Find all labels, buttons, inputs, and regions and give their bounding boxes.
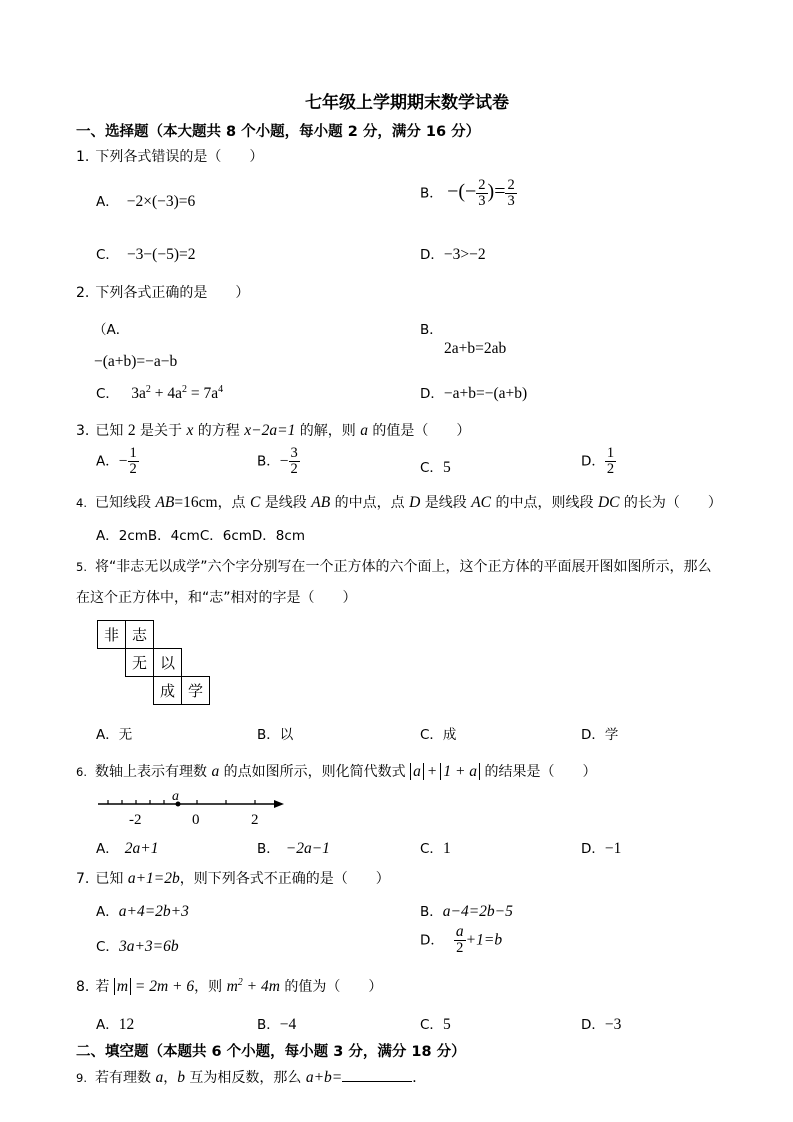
q5-option-d: D．学 (581, 727, 619, 743)
stem-text: 若有理数 (94, 1070, 156, 1086)
stem-math: + (423, 763, 441, 780)
net-cell: 非 (97, 620, 126, 649)
q1-option-a (96, 190, 195, 211)
frac-num: 1 (606, 445, 615, 461)
option-label: A． (96, 1017, 119, 1033)
stem-math: DC (597, 494, 620, 511)
fraction (605, 446, 616, 477)
question-5-stem-line1 (76, 556, 712, 576)
fraction (454, 924, 466, 956)
option-expr: −3−(−5)=2 (126, 246, 196, 263)
abs-value: m (114, 978, 131, 995)
option-label: B． (420, 904, 443, 920)
q1-option-c (96, 243, 195, 264)
frac-den: 3 (478, 193, 486, 210)
option-expr-pre: −(− (447, 180, 477, 203)
axis-label-neg2: -2 (129, 812, 142, 828)
question-3-stem (76, 420, 470, 440)
net-cell: 学 (181, 676, 210, 705)
stem-math: a+1=2b (127, 870, 180, 887)
fraction (476, 178, 487, 209)
stem-math: a+b= (305, 1069, 343, 1086)
stem-math: AB (155, 494, 175, 511)
q2-option-b-label: B． (420, 322, 443, 338)
frac-num: 1 (129, 445, 137, 461)
stem-text: 是线段 (420, 495, 472, 511)
stem-text: 的点如图所示，则化简代数式 (219, 764, 411, 780)
axis-label-2: 2 (251, 812, 259, 828)
q8-option-c (420, 1013, 451, 1034)
section-heading-fill: 二、填空题（本题共 6 个小题，每小题 3 分，满分 18 分） (76, 1044, 466, 1060)
q3-option-c (420, 456, 451, 477)
net-cell: 以 (153, 648, 182, 677)
option-expr-post: )= (487, 180, 506, 203)
question-5-stem-line2: 在这个正方体中，和“志”相对的字是（ ） (76, 590, 357, 606)
q2-option-c (96, 382, 223, 403)
question-number: 8. (76, 979, 90, 995)
stem-math: =16cm (174, 494, 218, 511)
option-expr: −a+b=−(a+b) (443, 385, 528, 402)
option-label: C． (96, 939, 119, 955)
option-label: B． (257, 453, 280, 470)
stem-text: 已知 (95, 871, 128, 887)
exponent: 2 (237, 976, 243, 988)
question-number: 3. (76, 423, 90, 439)
number-line-svg (96, 790, 296, 830)
q2-option-a-label: （A． (93, 322, 130, 338)
exponent: 2 (182, 383, 187, 395)
option-expr: −2a−1 (285, 840, 330, 857)
question-2-stem (76, 282, 249, 302)
stem-text: 的值为（ ） (279, 979, 383, 995)
stem-math: b (177, 1069, 185, 1086)
q3-option-a (96, 446, 139, 477)
question-7-stem (76, 868, 390, 888)
frac-num: 2 (507, 177, 515, 193)
stem-text: ，则 (194, 979, 227, 995)
stem-text: ，则下列各式不正确的是（ ） (179, 871, 390, 887)
option-expr: +1=b (465, 931, 503, 949)
stem-text: 的值是（ ） (367, 423, 471, 439)
option-expr: 1 (442, 840, 451, 857)
stem-text: ． (412, 1070, 427, 1086)
question-text: 下列各式错误的是（ ） (95, 149, 264, 165)
q5-option-c: C．成 (420, 727, 457, 743)
stem-text: 的中点，则线段 (491, 495, 598, 511)
expr-part: 3a (131, 385, 146, 402)
stem-text: 已知线段 (94, 495, 156, 511)
cube-net-figure (97, 620, 217, 710)
expr-part: + 4m (242, 978, 280, 995)
stem-text: 若 (95, 979, 114, 995)
stem-math: = 2m + 6 (131, 978, 195, 995)
q6-option-d (581, 837, 621, 858)
option-label: D． (581, 1017, 605, 1033)
option-expr: 12 (118, 1016, 135, 1033)
page-title: 七年级上学期期末数学试卷 (305, 93, 509, 113)
option-label: C． (96, 386, 119, 402)
option-expr: 2a+1 (124, 840, 159, 857)
axis-arrow (274, 800, 284, 808)
answer-blank[interactable] (342, 1069, 412, 1082)
option-label: D． (581, 841, 605, 857)
net-cell: 无 (125, 648, 154, 677)
stem-math: a (211, 763, 220, 780)
point-a-label: a (172, 790, 179, 804)
question-9-stem (76, 1067, 426, 1087)
stem-math: D (409, 494, 421, 511)
q2-option-a-expr: −(a+b)=−a−b (94, 353, 178, 370)
q8-option-b (257, 1013, 296, 1034)
question-8-stem (76, 976, 382, 996)
option-label: C． (420, 1017, 443, 1033)
option-expr: 5 (442, 459, 451, 476)
q3-option-d (581, 446, 616, 477)
option-expr: −3 (604, 1016, 622, 1033)
option-expr: −1 (604, 840, 622, 857)
expr-part: + 4a (150, 385, 182, 402)
stem-math: a (360, 422, 368, 439)
expr-part: m (226, 978, 238, 995)
option-label: C． (420, 841, 443, 857)
option-label: D． (420, 247, 444, 263)
stem-text: 的解，则 (295, 423, 361, 439)
net-cell: 成 (153, 676, 182, 705)
q7-option-a (96, 900, 189, 921)
q3-option-b (257, 446, 300, 477)
stem-text: 的长为（ ） (619, 495, 722, 511)
frac-den: 2 (454, 940, 466, 956)
stem-math: a (155, 1069, 164, 1086)
frac-num: 2 (478, 177, 486, 193)
question-number: 1. (76, 149, 90, 165)
net-cell: 志 (125, 620, 154, 649)
q1-option-d (420, 243, 486, 264)
q6-option-a (96, 837, 158, 858)
question-4-stem (76, 492, 722, 512)
stem-text: 是线段 (260, 495, 312, 511)
axis-label-0: 0 (192, 812, 200, 828)
q7-option-c (96, 935, 179, 956)
stem-text: ，点 (217, 495, 251, 511)
question-number: 4. (76, 496, 87, 510)
stem-math: 2 (127, 422, 136, 439)
frac-num: a (455, 923, 464, 940)
q2-option-b-expr: 2a+b=2ab (444, 340, 507, 357)
question-number: 7. (76, 871, 90, 887)
stem-text: 的中点，点 (330, 495, 410, 511)
option-label: D． (420, 386, 444, 402)
sign: − (279, 452, 289, 470)
option-expr: 5 (442, 1016, 451, 1033)
stem-text: 互为相反数，那么 (184, 1070, 306, 1086)
option-expr: −4 (279, 1016, 297, 1033)
exponent: 2 (145, 383, 151, 395)
stem-text: 数轴上表示有理数 (94, 764, 212, 780)
stem-text: 的方程 (193, 423, 245, 439)
option-label: B． (257, 841, 280, 857)
stem-math: x−2a=1 (244, 422, 296, 439)
option-expr: a+4=2b+3 (118, 903, 189, 920)
option-label: B． (257, 1017, 280, 1033)
expr-part: = 7a (187, 385, 219, 402)
sign: − (118, 452, 128, 470)
question-1-stem (76, 146, 263, 166)
option-label: A． (96, 841, 119, 857)
number-line-figure (96, 790, 296, 830)
option-label: C． (420, 460, 443, 476)
stem-math: AC (471, 494, 492, 511)
q7-option-d (420, 924, 502, 956)
frac-den: 2 (290, 461, 298, 478)
stem-math (227, 978, 280, 995)
question-number: 9. (76, 1071, 87, 1085)
q5-option-b: B．以 (257, 727, 294, 743)
question-6-stem (76, 761, 597, 781)
frac-den: 2 (129, 461, 137, 478)
frac-den: 2 (606, 461, 615, 478)
question-number: 5. (76, 560, 87, 574)
option-label: D． (420, 932, 444, 949)
stem-text: 已知 (95, 423, 128, 439)
frac-den: 3 (507, 193, 515, 210)
exponent: 4 (218, 383, 224, 395)
stem-math: C (250, 494, 261, 511)
stem-text: ， (163, 1070, 178, 1086)
q4-options: A．2cmB．4cmC．6cmD．8cm (96, 528, 305, 544)
option-label: B． (420, 185, 443, 202)
stem-math: AB (311, 494, 331, 511)
option-expr: −3>−2 (443, 246, 486, 263)
option-label: C． (96, 247, 119, 263)
option-label: A． (96, 453, 119, 470)
q5-option-a: A．无 (96, 727, 133, 743)
q6-option-b (257, 837, 330, 858)
stem-text: 是关于 (135, 423, 187, 439)
stem-math: x (186, 422, 194, 439)
fraction (505, 178, 516, 209)
q8-option-d (581, 1013, 621, 1034)
option-label: D． (581, 453, 605, 470)
option-expr: −2×(−3)=6 (126, 193, 196, 210)
abs-value: 1 + a (440, 763, 480, 780)
stem-text: 将“非志无以成学”六个字分别写在一个正方体的六个面上，这个正方体的平面展开图如图所示，那么 (94, 559, 712, 575)
stem-text: 的结果是（ ） (480, 764, 597, 780)
q6-option-c (420, 837, 451, 858)
fraction (128, 446, 139, 477)
section-heading-choice: 一、选择题（本大题共 8 个小题，每小题 2 分，满分 16 分） (76, 124, 481, 140)
question-number: 2. (76, 285, 90, 301)
q7-option-b (420, 900, 513, 921)
question-number: 6. (76, 765, 87, 779)
option-label: A． (96, 904, 119, 920)
q8-option-a (96, 1013, 134, 1034)
fraction (289, 446, 300, 477)
abs-value: a (410, 763, 424, 780)
option-expr (131, 385, 223, 402)
q1-option-b (420, 178, 517, 209)
q2-option-d (420, 382, 527, 403)
option-expr: 3a+3=6b (118, 938, 179, 955)
option-expr: a−4=2b−5 (442, 903, 513, 920)
option-label: A． (96, 194, 119, 210)
question-text: 下列各式正确的是 ） (95, 285, 250, 301)
frac-num: 3 (290, 445, 298, 461)
